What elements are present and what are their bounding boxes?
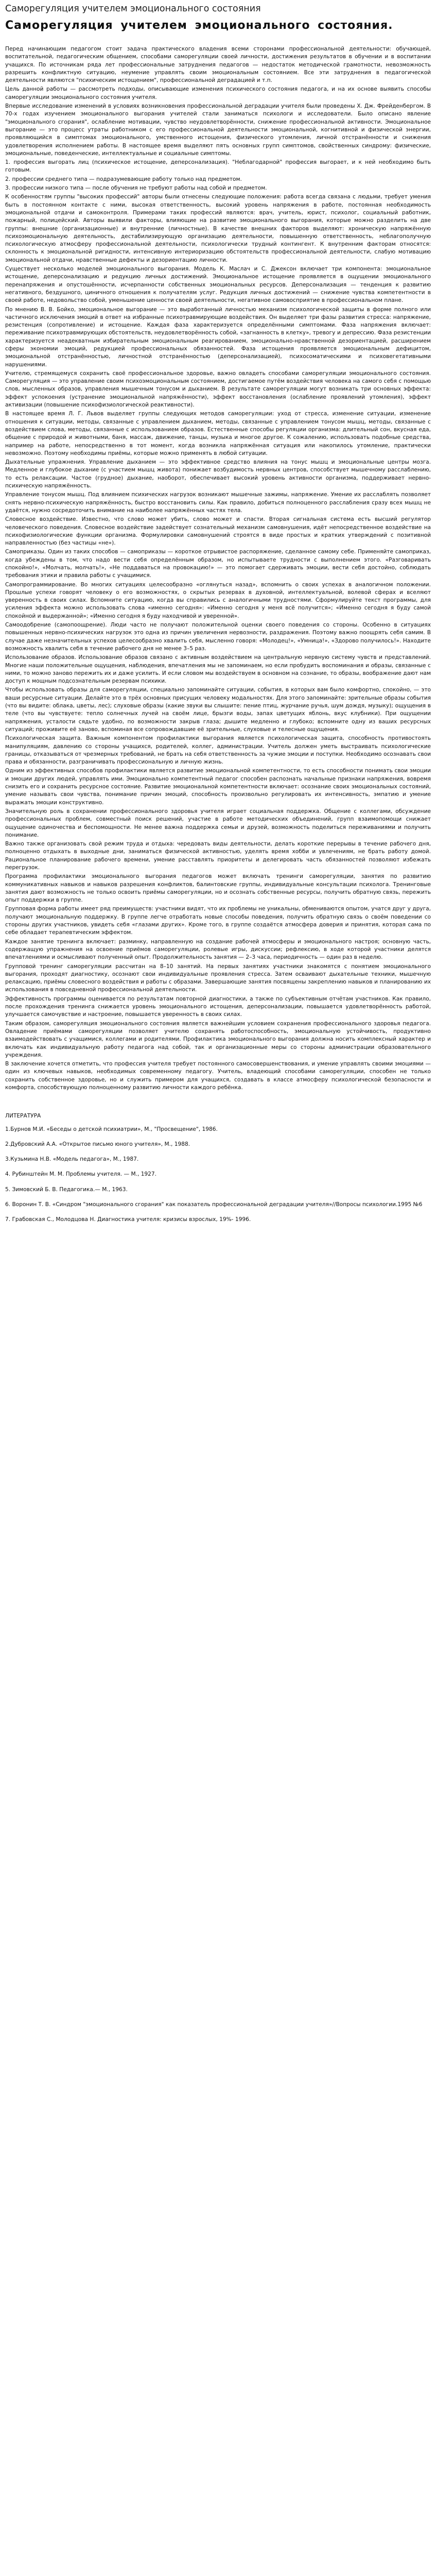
article-paragraph: 1. профессия выгорать лиц (психическое истощение, деперсонализация). "Неблагодарной" профессия выгорает, и к ней необходимо быть готовым. [5,159,431,174]
article-paragraph: Существует несколько моделей эмоционального выгорания. Модель К. Маслач и С. Джексон включает три компонента: эмоциональное истощение, деперсонализацию и редукцию личных достижений. Эмоциональное истощение проявляется в ощущении эмоционального перенапряжения и опустошённости, исчерпанности собственных эмоциональных ресурсов. Деперсонализация — тенденция к развитию негативного, бездушного, циничного отношения к получателям услуг. Редукция личных достижений — снижение чувства компетентности в своей работе, недовольство собой, уменьшение ценности своей деятельности, негативное самовосприятие в профессиональном плане. [5,266,431,304]
article-paragraph: Словесное воздействие. Известно, что слово может убить, слово может и спасти. Вторая сигнальная система есть высший регулятор человеческого поведения. Словесное воздействие задействует сознательный механизм самовнушения, идёт непосредственное воздействие на психофизиологические функции организма. Формулировки самовнушений строятся в виде простых и кратких утверждений с позитивной направленностью (без частицы «не»). [5,516,431,547]
reference-item: 7. Грабовская С., Молодцова Н. Диагностика учителя: кризисы взрослых, 19%- 1996. [5,1216,251,1223]
article-paragraph: Значительную роль в сохранении профессионального здоровья учителя играет социальная поддержка. Общение с коллегами, обсуждение профессиональных проблем, совместный поиск решений, участие в работе методических объединений, групп взаимопомощи снижает ощущение одиночества и беспомощности. Не менее важна поддержка семьи и друзей, возможность поделиться переживаниями и получить понимание. [5,808,431,838]
article-paragraph: К особенностям группы "высоких профессий" авторы были отнесены следующие положения: работа всегда связана с людьми, требует умения быть в постоянном контакте с ними, высокая ответственность, высокий уровень напряжения в работе, постоянная необходимость эмоциональной отдачи и самоконтроля. Примерами таких профессий являются: врач, учитель, юрист, психолог, социальный работник, пожарный, полицейский. Авторы выявили факторы, влияющие на развитие эмоционального выгорания, которые можно разделить на две группы: внешние (организационные) и внутренние (личностные). В качестве внешних факторов выделяют: хроническую напряжённую психоэмоциональную деятельность, дестабилизирующую организацию деятельности, повышенную ответственность, неблагополучную психологическую атмосферу профессиональной деятельности, психологически трудный контингент. К внутренним факторам относятся: склонность к эмоциональной ригидности, интенсивную интериоризацию обстоятельств профессиональной деятельности, слабую мотивацию эмоциональной отдачи, нравственные дефекты и дезориентацию личности. [5,194,431,263]
article-body [5,45,431,1092]
reference-item: 1.Бурнов М.И. «Беседы о детской психиатрии», М., "Просвещение", 1986. [5,1126,218,1132]
article-paragraph: 3. профессии низкого типа — после обучения не требуют работы над собой и предметом. [5,185,267,192]
article-paragraph: Перед начинающим педагогом стоит задача практического владения всеми сторонами профессиональной деятельности: обучающей, воспитательной, педагогическим общением, способами саморегуляции своей личности, достижения результатов в обучении и в воспитании учащихся. По источникам ряда лет профессиональные затруднения педагогов — недостаток методической грамотности, невозможность разрешить конфликтную ситуацию, неумение управлять своим эмоциональным состоянием. Все эти затруднения в педагогической деятельности являются "психическим истощением", профессиональной деградацией и т.п. [5,46,431,84]
document-heading: Саморегуляция учителем эмоционального состояния. [5,19,393,32]
article-paragraph: Программа профилактики эмоционального выгорания педагогов может включать тренинги саморегуляции, занятия по развитию коммуникативных навыков и навыков разрешения конфликтов, балинтовские группы, индивидуальные консультации психолога. Тренинговые занятия дают возможность не только освоить приёмы саморегуляции, но и осознать собственные ресурсы, получить обратную связь, пережить опыт поддержки в группе. [5,873,431,904]
article-paragraph: В заключение хочется отметить, что профессия учителя требует постоянного самосовершенствования, и умение управлять своими эмоциями — один из ключевых навыков, необходимых современному педагогу. Учитель, владеющий способами саморегуляции, способен не только сохранить собственное здоровье, но и служить примером для учащихся, создавать в классе атмосферу психологической безопасности и комфорта, способствующую полноценному развитию личности каждого ребёнка. [5,1061,431,1091]
document-title: Саморегуляция учителем эмоционального состояния [5,4,261,14]
article-paragraph: Групповой тренинг саморегуляции рассчитан на 8–10 занятий. На первых занятиях участники знакомятся с понятием эмоционального выгорания, проходят диагностику, осознают свои индивидуальные проявления стресса. Затем осваивают дыхательные техники, мышечную релаксацию, приёмы словесного воздействия и работы с образами. Завершающие занятия посвящены закреплению навыков и планированию их использования в повседневной профессиональной деятельности. [5,963,431,993]
references-list [5,1126,431,1224]
article-paragraph: В настоящее время Л. Г. Львов выделяет группы следующих методов саморегуляции: уход от стресса, изменение ситуации, изменение отношения к ситуации, методы, связанные с управлением дыханием, методы, связанные с управлением тонусом мышц, методы, связанные с воздействием слова, методы, связанные с использованием образов. Естественные способы регуляции организма: длительный сон, вкусная еда, общение с природой и животными, баня, массаж, движение, танцы, музыка и многое другое. К сожалению, использовать подобные средства, например на работе, непосредственно в тот момент, когда возникла напряжённая ситуация или накопилось утомление, практически невозможно. Поэтому необходимы приёмы, которые можно применять в любой ситуации. [5,411,431,456]
article-paragraph: Важно также организовать свой режим труда и отдыха: чередовать виды деятельности, делать короткие перерывы в течение рабочего дня, полноценно отдыхать в выходные дни, заниматься физической активностью, уделять время хобби и увлечениям, не брать работу домой. Рациональное планирование рабочего времени, умение расставлять приоритеты и делегировать часть обязанностей позволяют избежать перегрузок. [5,841,431,871]
article-paragraph: Групповая форма работы имеет ряд преимуществ: участники видят, что их проблемы не уникальны, обмениваются опытом, учатся друг у друга, получают эмоциональную поддержку. В группе легче отработать новые способы поведения, получить обратную связь о своём поведении со стороны других участников, увидеть себя «глазами других». Кроме того, в группе создаётся атмосфера доверия и принятия, которая сама по себе обладает терапевтическим эффектом. [5,906,431,936]
article-paragraph: Использование образов. Использование образов связано с активным воздействием на центральную нервную систему чувств и представлений. Многие наши положительные ощущения, наблюдения, впечатления мы не запоминаем, но если пробудить воспоминания и образы, связанные с ними, то можно заново пережить их и даже усилить. И если словом мы воздействуем в основном на сознание, то образы, воображение дают нам доступ к мощным подсознательным резервам психики. [5,654,431,685]
article-paragraph: Каждое занятие тренинга включает: разминку, направленную на создание рабочей атмосферы и эмоционального настроя; основную часть, содержащую упражнения на освоение приёмов саморегуляции, ролевые игры, дискуссии; рефлексию, в ходе которой участники делятся впечатлениями и осмысливают полученный опыт. Продолжительность занятия — 2–3 часа, периодичность — один раз в неделю. [5,938,431,961]
article-paragraph: Самоодобрение (самопоощрение). Люди часто не получают положительной оценки своего поведения со стороны. Особенно в ситуациях повышенных нервно-психических нагрузок это одна из причин увеличения нервозности, раздражения. Поэтому важно поощрять себя самим. В случае даже незначительных успехов целесообразно хвалить себя, мысленно говоря: «Молодец!», «Умница!», «Здорово получилось!». Находите возможность хвалить себя в течение рабочего дня не менее 3–5 раз. [5,622,431,652]
article-paragraph: Учителю, стремящемуся сохранить своё профессиональное здоровье, важно овладеть способами саморегуляции эмоционального состояния. Саморегуляция — это управление своим психоэмоциональным состоянием, достигаемое путём воздействия человека на самого себя с помощью слов, мысленных образов, управления мышечным тонусом и дыханием. В результате саморегуляции могут возникать три основных эффекта: эффект успокоения (устранение эмоциональной напряжённости), эффект восстановления (ослабление проявлений утомления), эффект активизации (повышение психофизиологической реактивности). [5,370,431,409]
reference-item: 2.Дубровский А.А. «Открытое письмо юного учителя», М., 1988. [5,1141,190,1147]
article-paragraph: Самопрограммирование. Во многих ситуациях целесообразно «оглянуться назад», вспомнить о своих успехах в аналогичном положении. Прошлые успехи говорят человеку о его возможностях, о скрытых резервах в духовной, интеллектуальной, волевой сферах и вселяют уверенность в своих силах. Вспомните ситуацию, когда вы справились с аналогичными трудностями. Сформулируйте текст программы, для усиления эффекта можно использовать слова «именно сегодня»: «Именно сегодня у меня всё получится»; «Именно сегодня я буду самой спокойной и выдержанной»; «Именно сегодня я буду находчивой и уверенной». [5,581,431,619]
article-paragraph: Психологическая защита. Важным компонентом профилактики выгорания является психологическая защита, способность противостоять манипуляциям, давлению со стороны учащихся, родителей, коллег, администрации. Учитель должен уметь выстраивать психологические границы, отказываться от чрезмерных требований, не брать на себя ответственность за чужие эмоции и поступки. Необходимо осознавать свои права и обязанности, разграничивать профессиональную и личную жизнь. [5,735,431,766]
article-paragraph: Впервые исследование изменений в условиях возникновения профессиональной деградации учителя были проведены Х. Дж. Фрейденбергом. В 70-х годах изучением эмоционального выгорания учителей стали заниматься психологи и исследователи. Было описано явление "эмоционального сгорания", ослабление мотивации, чувство неудовлетворённости, снижение профессиональной активности. Эмоциональное выгорание — это процесс утраты работником с его профессиональной деятельности эмоциональной, когнитивной и физической энергии, проявляющийся в симптомах эмоционального, умственного истощения, физического утомления, личной отстранённости и снижения удовлетворения исполнением работы. В настоящее время выделяют пять основных групп симптомов, свойственных синдрому: физические, эмоциональные, поведенческие, интеллектуальные и социальные симптомы. [5,103,431,157]
reference-item: 6. Воронин Т. В. «Синдром "эмоционального сгорания" как показатель профессиональной деградации учителя»//Вопросы психологии.1995 №6 [5,1201,423,1208]
reference-item: 3.Кузьмина Н.В. «Модель педагога», М., 1987. [5,1156,139,1163]
reference-item: 4. Рубинштейн М. М. Проблемы учителя. — М., 1927. [5,1171,157,1178]
article-paragraph: Эффективность программы оценивается по результатам повторной диагностики, а также по субъективным отчётам участников. Как правило, после прохождения тренинга снижается уровень эмоционального истощения, деперсонализации, повышается удовлетворённость работой, улучшается самочувствие и настроение, повышается уверенность в своих силах. [5,995,431,1018]
article-paragraph: Чтобы использовать образы для саморегуляции, специально запоминайте ситуации, события, в которых вам было комфортно, спокойно, — это ваши ресурсные ситуации. Делайте это в трёх основных присущих человеку модальностях. Для этого запоминайте: зрительные образы события (что вы видите: облака, цветы, лес); слуховые образы (какие звуки вы слышите: пение птиц, журчание ручья, шум дождя, музыку); ощущения в теле (что вы чувствуете: тепло солнечных лучей на своём лице, брызги воды, запах цветущих яблонь, вкус клубники). При ощущении напряжения, усталости сядьте удобно, по возможности закрыв глаза; дышите медленно и глубоко; вспомните одну из ваших ресурсных ситуаций; проживите её заново, вспоминая все сопровождавшие её зрительные, слуховые и телесные ощущения. [5,687,431,733]
references-title: ЛИТЕРАТУРА [5,1113,41,1120]
article-paragraph: 2. профессии среднего типа — подразумевающие работу только над предметом. [5,176,242,182]
article-paragraph: Управление тонусом мышц. Под влиянием психических нагрузок возникают мышечные зажимы, напряжение. Умение их расслаблять позволяет снять нервно-психическую напряжённость, быстро восстановить силы. Как правило, добиться полноценного расслабления сразу всех мышц не удаётся, нужно сосредоточить внимание на наиболее напряжённых частях тела. [5,492,431,514]
article-paragraph: Одним из эффективных способов профилактики является развитие эмоциональной компетентности, то есть способности понимать свои эмоции и эмоции других людей, управлять ими. Эмоционально компетентный педагог способен распознать начальные признаки напряжения, вовремя снизить его и сохранить ресурсное состояние. Развитие эмоциональной компетентности включает: осознание своих эмоциональных состояний, умение называть свои чувства, понимание причин эмоций, способность произвольно регулировать их интенсивность, эмпатию и умение выражать эмоции конструктивно. [5,768,431,806]
article-paragraph: Таким образом, саморегуляция эмоционального состояния является важнейшим условием сохранения профессионального здоровья педагога. Овладение приёмами саморегуляции позволяет учителю сохранять работоспособность, эмоциональную устойчивость, продуктивно взаимодействовать с учащимися, коллегами и родителями. Профилактика эмоционального выгорания должна носить комплексный характер и включать как индивидуальную работу педагога над собой, так и организационные меры со стороны администрации образовательного учреждения. [5,1020,431,1058]
document-page [0,0,436,1252]
article-paragraph: По мнению В. В. Бойко, эмоциональное выгорание — это выработанный личностью механизм психологической защиты в форме полного или частичного исключения эмоций в ответ на избранные психотравмирующие воздействия. Он выделяет три фазы развития стресса: напряжение, резистенция (сопротивление) и истощение. Каждая фаза характеризуется определёнными симптомами. Фаза напряжения включает: переживание психотравмирующих обстоятельств, неудовлетворённость собой, «загнанность в клетку», тревогу и депрессию. Фаза резистенции характеризуется неадекватным избирательным эмоциональным реагированием, эмоционально-нравственной дезориентацией, расширением сферы экономии эмоций, редукцией профессиональных обязанностей. Фаза истощения проявляется эмоциональным дефицитом, эмоциональной отстранённостью, личностной отстранённостью (деперсонализацией), психосоматическими и психовегетативными нарушениями. [5,306,431,368]
article-paragraph: Цель данной работы — рассмотреть подходы, описывающие изменения психического состояния педагога, и на их основе выявить способы саморегуляции эмоционального состояния учителя. [5,86,431,100]
reference-item: 5. Зимовский Б. В. Педагогика.— М., 1963. [5,1186,128,1193]
article-paragraph: Дыхательные упражнения. Управление дыханием — это эффективное средство влияния на тонус мышц и эмоциональные центры мозга. Медленное и глубокое дыхание (с участием мышц живота) понижает возбудимость нервных центров, способствует мышечному расслаблению, то есть релаксации. Частое (грудное) дыхание, наоборот, обеспечивает высокий уровень активности организма, поддерживает нервно-психическую напряжённость. [5,459,431,489]
article-paragraph: Самоприказы. Один из таких способов — самоприказы — короткое отрывистое распоряжение, сделанное самому себе. Применяйте самоприказ, когда убеждены в том, что надо вести себя определённым образом, но испытываете трудности с выполнением этого. «Разговаривать спокойно!», «Молчать, молчать!», «Не поддаваться на провокацию!» — это помогает сдерживать эмоции, вести себя достойно, соблюдать требования этики и правила работы с учащимися. [5,549,431,579]
